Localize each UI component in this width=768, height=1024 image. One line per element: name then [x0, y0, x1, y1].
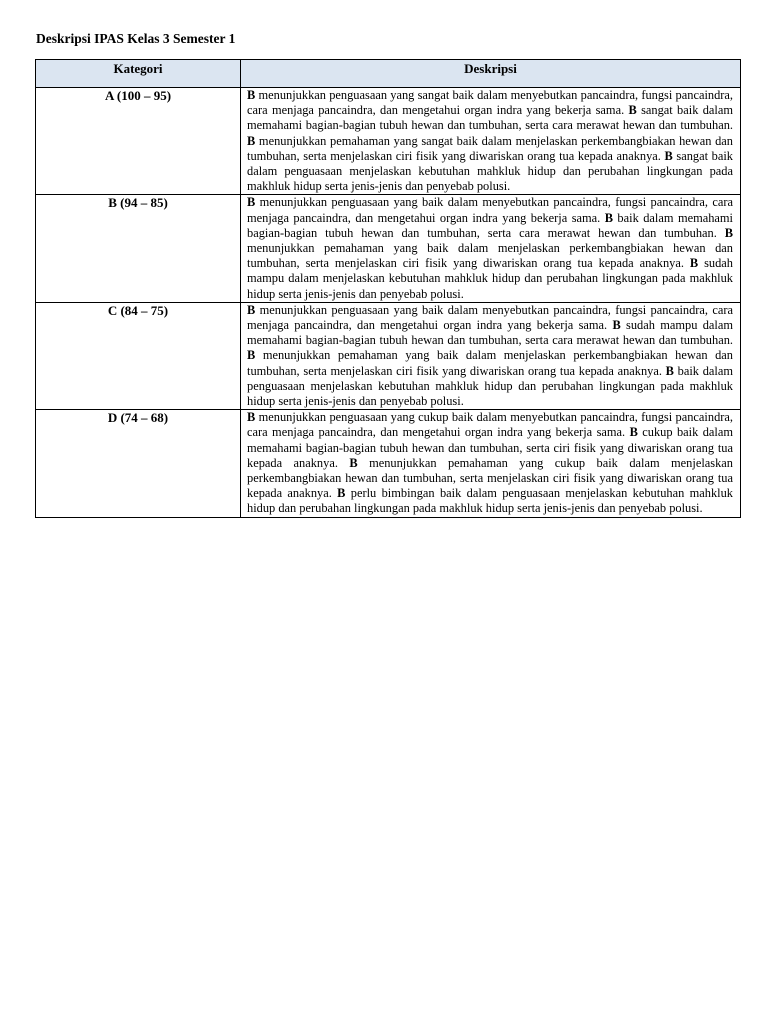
description-cell [241, 410, 741, 517]
category-cell: B (94 – 85) [36, 195, 241, 302]
description-text: menunjukkan pemahaman yang sangat baik dalam menjelaskan perkembangbiakan hewan dan tumbuhan, serta menjelaskan ciri fisik yang diwariskan orang tua kepada anaknya. [247, 133, 733, 163]
description-text: perlu bimbingan baik dalam penguasaan menjelaskan kebutuhan mahkluk hidup dan perubahan lingkungan pada makhluk hidup serta jenis-jenis dan penyebab polusi. [247, 486, 733, 516]
description-text: menunjukkan pemahaman yang baik dalam menjelaskan perkembangbiakan hewan dan tumbuhan, serta menjelaskan ciri fisik yang diwariskan orang tua kepada anaknya. [247, 241, 733, 271]
table-row [36, 195, 741, 302]
header-deskripsi: Deskripsi [241, 60, 741, 88]
description-text: baik dalam memahami bagian-bagian tubuh hewan dan tumbuhan, serta cara merawat hewan dan tumbuhan. [247, 210, 733, 240]
description-text: menunjukkan penguasaan yang sangat baik dalam menyebutkan pancaindra, fungsi pancaindra, cara menjaga pancaindra, dan mengetahui organ indra yang bekerja sama. [247, 88, 733, 118]
table-row [36, 302, 741, 409]
subject-marker: B [724, 225, 733, 240]
description-text: cukup baik dalam memahami bagian-bagian tubuh hewan dan tumbuhan, serta ciri fisik yang diwariskan orang tua kepada anaknya. [247, 425, 733, 470]
subject-marker: B [612, 318, 621, 333]
subject-marker: B [629, 425, 638, 440]
description-text: baik dalam penguasaan menjelaskan kebutuhan mahkluk hidup dan perubahan lingkungan pada makhluk hidup serta jenis-jenis dan penyebab polusi. [247, 363, 733, 409]
subject-marker: B [337, 486, 346, 501]
description-text: menunjukkan penguasaan yang baik dalam menyebutkan pancaindra, fungsi pancaindra, cara menjaga pancaindra, dan mengetahui organ indra yang bekerja sama. [247, 302, 733, 333]
subject-marker: B [689, 256, 699, 271]
subject-marker: B [247, 348, 256, 363]
subject-marker: B [247, 410, 256, 425]
description-text: sudah mampu dalam memahami bagian-bagian tubuh hewan dan tumbuhan, serta cara merawat hewan dan tumbuhan. [247, 318, 733, 348]
subject-marker: B [665, 363, 674, 378]
subject-marker: B [247, 195, 256, 210]
description-cell [241, 302, 741, 409]
category-cell: A (100 – 95) [36, 88, 241, 195]
description-text: menunjukkan pemahaman yang cukup baik dalam menjelaskan perkembangbiakan hewan dan tumbuhan, serta menjelaskan ciri fisik yang diwariskan orang tua kepada anaknya. [247, 455, 733, 501]
subject-marker: B [247, 88, 256, 102]
description-text: sudah mampu dalam menjelaskan kebutuhan mahkluk hidup dan perubahan lingkungan pada makhluk hidup serta jenis-jenis dan penyebab polusi. [247, 256, 733, 301]
description-text: menunjukkan penguasaan yang cukup baik dalam menyebutkan pancaindra, fungsi pancaindra, cara menjaga pancaindra, dan mengetahui organ indra yang bekerja sama. [247, 410, 733, 440]
subject-marker: B [247, 302, 256, 317]
description-cell [241, 88, 741, 195]
description-cell [241, 195, 741, 302]
subject-marker: B [664, 148, 673, 163]
document-title: Deskripsi IPAS Kelas 3 Semester 1 [36, 31, 236, 46]
subject-marker: B [247, 133, 256, 148]
description-text: menunjukkan penguasaan yang baik dalam menyebutkan pancaindra, fungsi pancaindra, cara menjaga pancaindra, dan mengetahui organ indra yang bekerja sama. [247, 195, 733, 225]
description-table [35, 59, 741, 518]
subject-marker: B [604, 210, 613, 225]
table-header-row [36, 60, 741, 88]
table-row [36, 88, 741, 195]
description-text: sangat baik dalam memahami bagian-bagian tubuh hewan dan tumbuhan, serta cara merawat hewan dan tumbuhan. [247, 103, 733, 133]
category-cell: C (84 – 75) [36, 302, 241, 409]
description-text: menunjukkan pemahaman yang baik dalam menjelaskan perkembangbiakan hewan dan tumbuhan, serta menjelaskan ciri fisik yang diwariskan orang tua kepada anaknya. [247, 348, 733, 378]
subject-marker: B [628, 103, 637, 118]
subject-marker: B [349, 455, 358, 470]
description-text: sangat baik dalam penguasaan menjelaskan kebutuhan mahkluk hidup dan perubahan lingkungan pada makhluk hidup serta jenis-jenis dan penyebab polusi. [247, 148, 733, 194]
header-kategori: Kategori [36, 60, 241, 88]
category-cell: D (74 – 68) [36, 410, 241, 517]
table-row [36, 410, 741, 517]
